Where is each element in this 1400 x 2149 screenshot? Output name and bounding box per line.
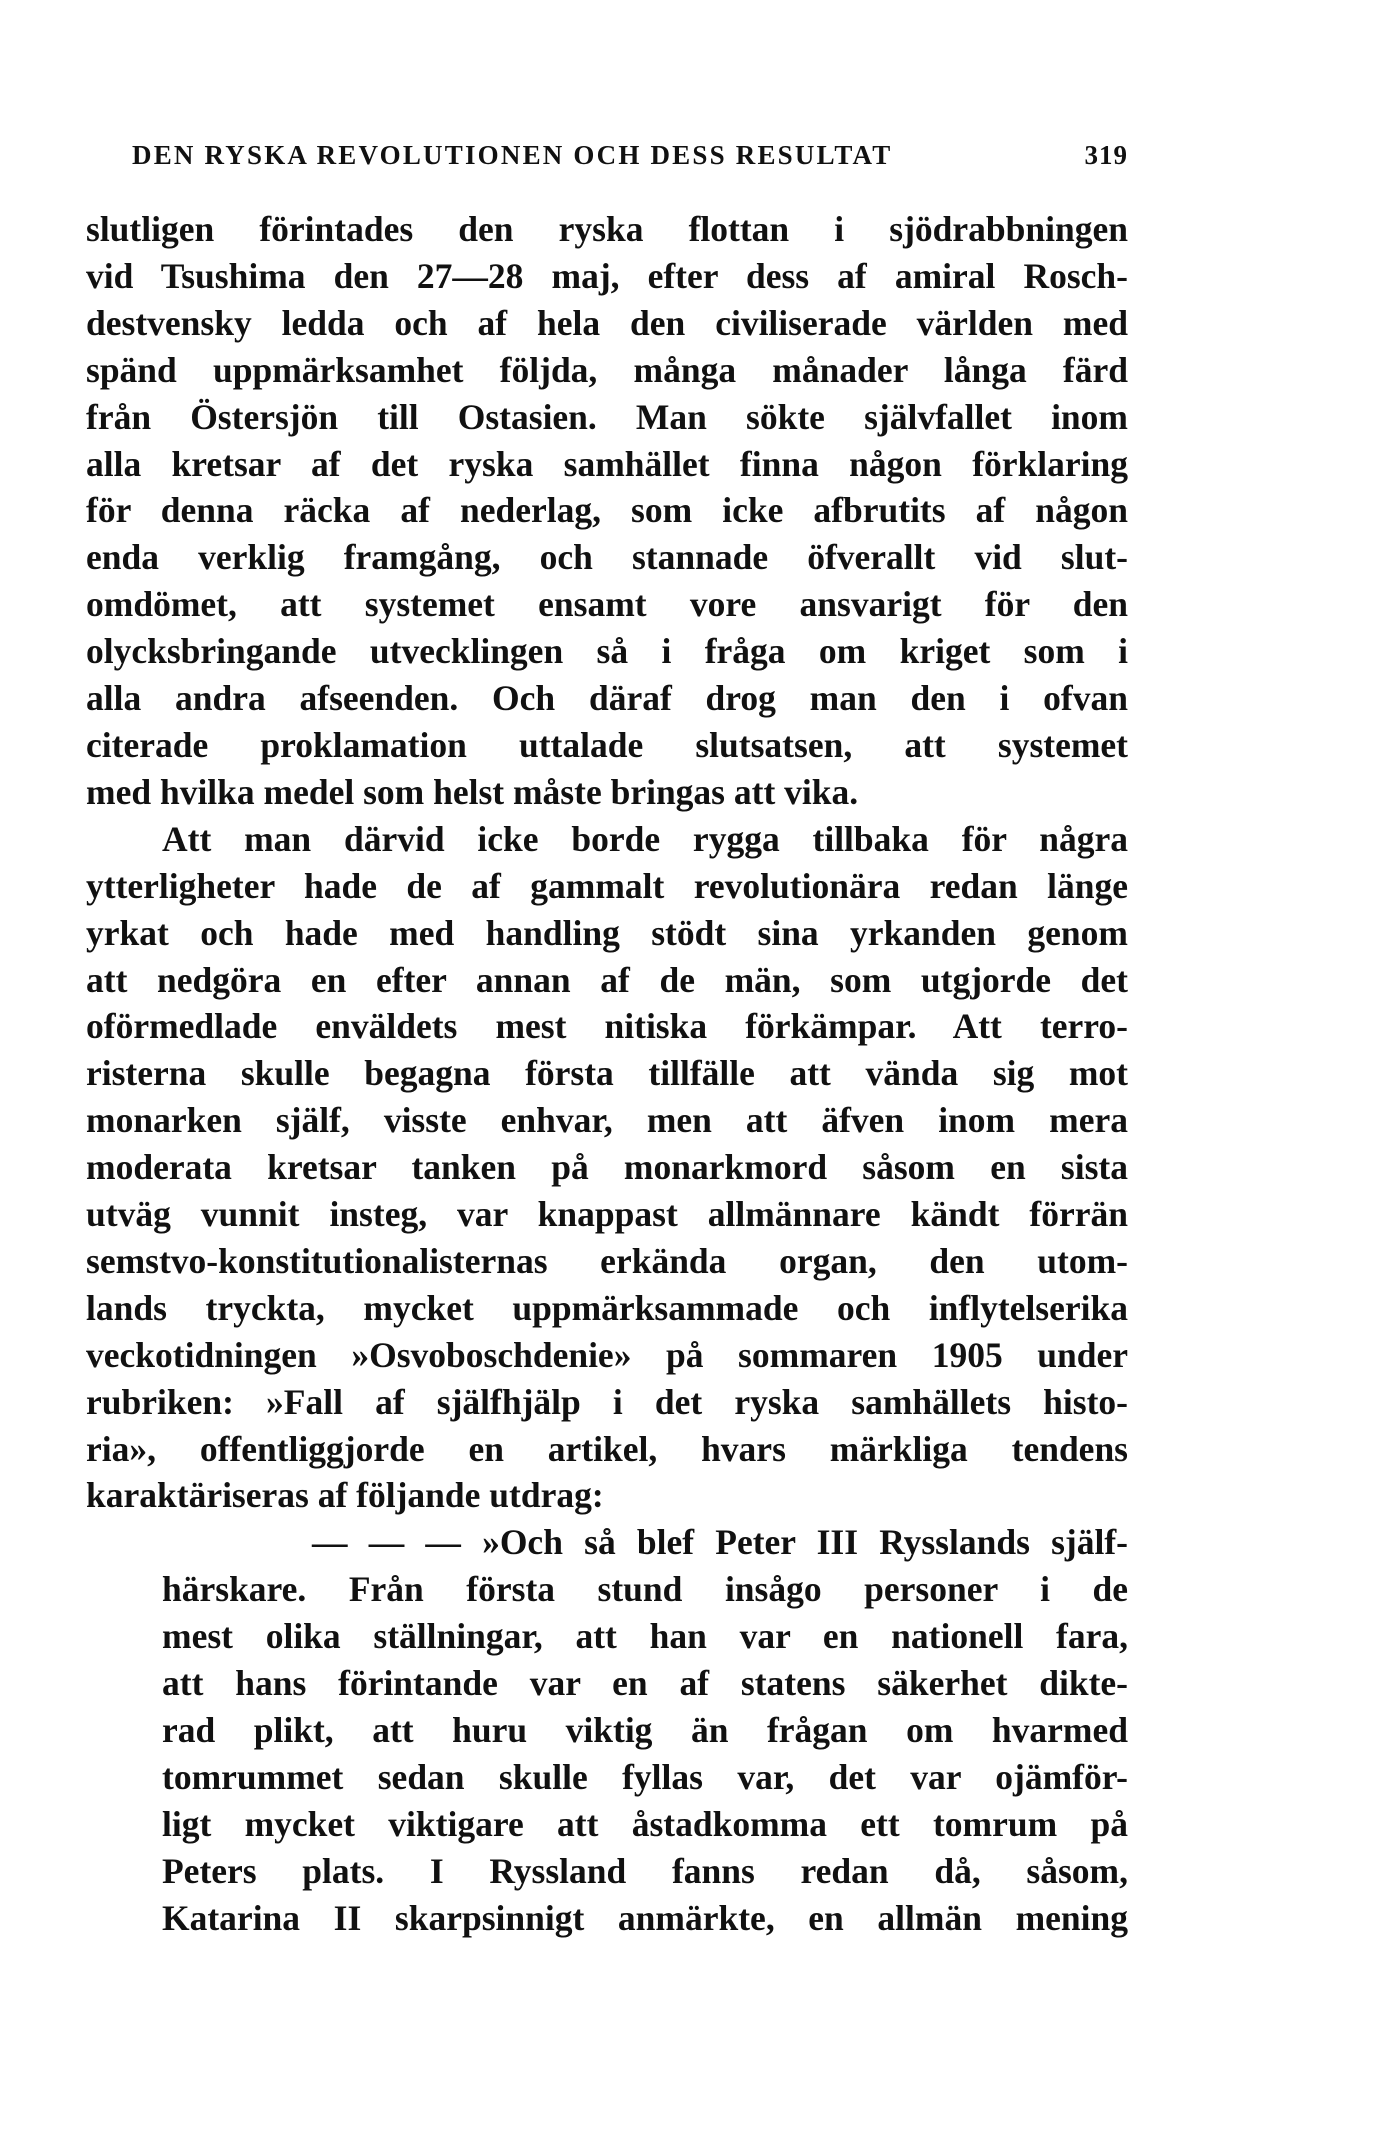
text-line: Katarina II skarpsinnigt anmärkte, en allmän mening [162, 1897, 1128, 1938]
text-line: citerade proklamation uttalade slutsatsen, att systemet [86, 724, 1128, 765]
paragraph-1 [86, 206, 1128, 816]
text-line: att hans förintande var en af statens säkerhet dikte- [162, 1663, 1128, 1704]
text-line: monarken själf, visste enhvar, men att äfven inom mera [86, 1100, 1128, 1141]
page-number: 319 [1084, 140, 1128, 170]
running-head [86, 140, 1128, 184]
body-text [86, 206, 1128, 1942]
text-line: karaktäriseras af följande utdrag: [86, 1475, 604, 1516]
text-line: att nedgöra en efter annan af de män, som utgjorde det [86, 959, 1128, 1000]
text-line: moderata kretsar tanken på monarkmord såsom en sista [86, 1147, 1128, 1188]
text-line: yrkat och hade med handling stödt sina yrkanden genom [86, 912, 1128, 953]
text-line: ytterligheter hade de af gammalt revolutionära redan länge [86, 865, 1128, 906]
text-line: för denna räcka af nederlag, som icke afbrutits af någon [86, 490, 1128, 531]
running-title: DEN RYSKA REVOLUTIONEN OCH DESS RESULTAT [132, 140, 893, 170]
text-line: slutligen förintades den ryska flottan i sjödrabbningen [86, 209, 1128, 249]
text-line: mest olika ställningar, att han var en nationell fara, [162, 1616, 1128, 1657]
text-line: risterna skulle begagna första tillfälle att vända sig mot [86, 1053, 1128, 1094]
text-line: vid Tsushima den 27—28 maj, efter dess af amiral Rosch- [86, 255, 1128, 296]
text-line: ligt mycket viktigare att åstadkomma ett tomrum på [162, 1803, 1128, 1844]
text-line: veckotidningen »Osvoboschdenie» på sommaren 1905 under [86, 1334, 1128, 1375]
text-line: rubriken: »Fall af själfhjälp i det ryska samhällets histo- [86, 1381, 1128, 1422]
text-line: lands tryckta, mycket uppmärksammade och inflytelserika [86, 1287, 1128, 1328]
text-line: alla kretsar af det ryska samhället finna någon förklaring [86, 443, 1128, 484]
text-line: semstvo-konstitutionalisternas erkända organ, den utom- [86, 1240, 1128, 1281]
text-line: rad plikt, att huru viktig än frågan om hvarmed [162, 1710, 1128, 1750]
text-line: destvensky ledda och af hela den civiliserade världen med [86, 302, 1128, 343]
text-line: Att man därvid icke borde rygga tillbaka för några [162, 818, 1128, 859]
text-line: med hvilka medel som helst måste bringas att vika. [86, 771, 859, 812]
text-line: härskare. Från första stund insågo personer i de [162, 1569, 1128, 1610]
text-line: spänd uppmärksamhet följda, många månader långa färd [86, 349, 1128, 390]
text-line: alla andra afseenden. Och däraf drog man den i ofvan [86, 678, 1128, 719]
text-line: oförmedlade enväldets mest nitiska förkämpar. Att terro- [86, 1006, 1128, 1047]
text-line: omdömet, att systemet ensamt vore ansvarigt för den [86, 584, 1128, 625]
text-line: från Östersjön till Ostasien. Man sökte självfallet inom [86, 396, 1128, 437]
text-line: olycksbringande utvecklingen så i fråga om kriget som i [86, 631, 1128, 672]
book-page [86, 140, 1128, 1942]
text-line: Peters plats. I Ryssland fanns redan då, såsom, [162, 1850, 1128, 1891]
text-line: ria», offentliggjorde en artikel, hvars märkliga tendens [86, 1428, 1128, 1469]
quoted-passage [86, 1519, 1128, 1941]
text-line: utväg vunnit insteg, var knappast allmännare kändt förrän [86, 1194, 1128, 1235]
text-line: tomrummet sedan skulle fyllas var, det var ojämför- [162, 1756, 1128, 1797]
paragraph-2 [86, 816, 1128, 1520]
text-line: — — — »Och så blef Peter III Rysslands själf- [312, 1522, 1128, 1563]
text-line: enda verklig framgång, och stannade öfverallt vid slut- [86, 537, 1128, 578]
